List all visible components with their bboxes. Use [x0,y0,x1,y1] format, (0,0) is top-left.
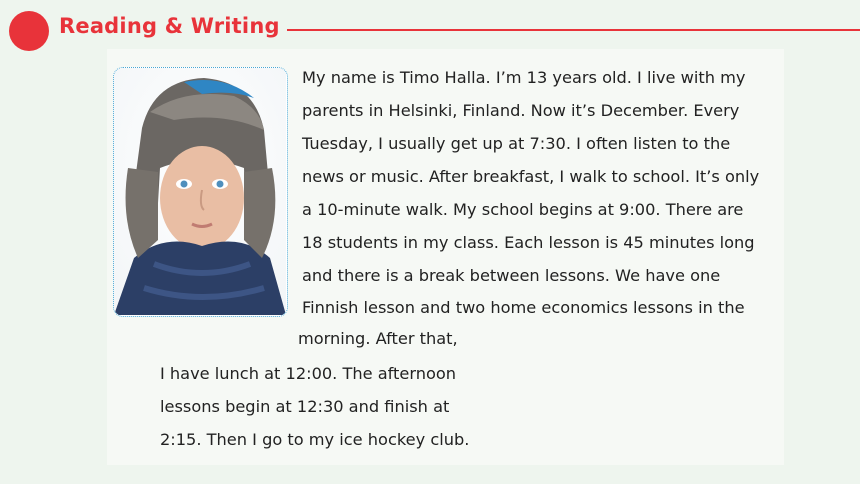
passage-line: 18 students in my class. Each lesson is 45 minutes long [302,233,755,252]
passage-line: 2:15. Then I go to my ice hockey club. [160,430,470,449]
header-dot [9,11,49,51]
header-rule [287,29,860,31]
section-title: Reading & Writing [59,14,280,38]
passage-line: I have lunch at 12:00. The afternoon [160,364,457,383]
boy-portrait-photo [113,67,288,317]
boy-portrait-icon [114,68,286,315]
passage-line: Finnish lesson and two home economics lessons in the [302,298,745,317]
passage-line: Tuesday, I usually get up at 7:30. I often listen to the [302,134,731,153]
passage-line: morning. After that, [298,329,458,348]
passage-line: news or music. After breakfast, I walk to school. It’s only [302,167,760,186]
passage-line: lessons begin at 12:30 and finish at [160,397,450,416]
passage-line: a 10-minute walk. My school begins at 9:00. There are [302,200,744,219]
passage-line: My name is Timo Halla. I’m 13 years old. I live with my [302,68,746,87]
passage-line: and there is a break between lessons. We have one [302,266,721,285]
passage-line: parents in Helsinki, Finland. Now it’s December. Every [302,101,740,120]
